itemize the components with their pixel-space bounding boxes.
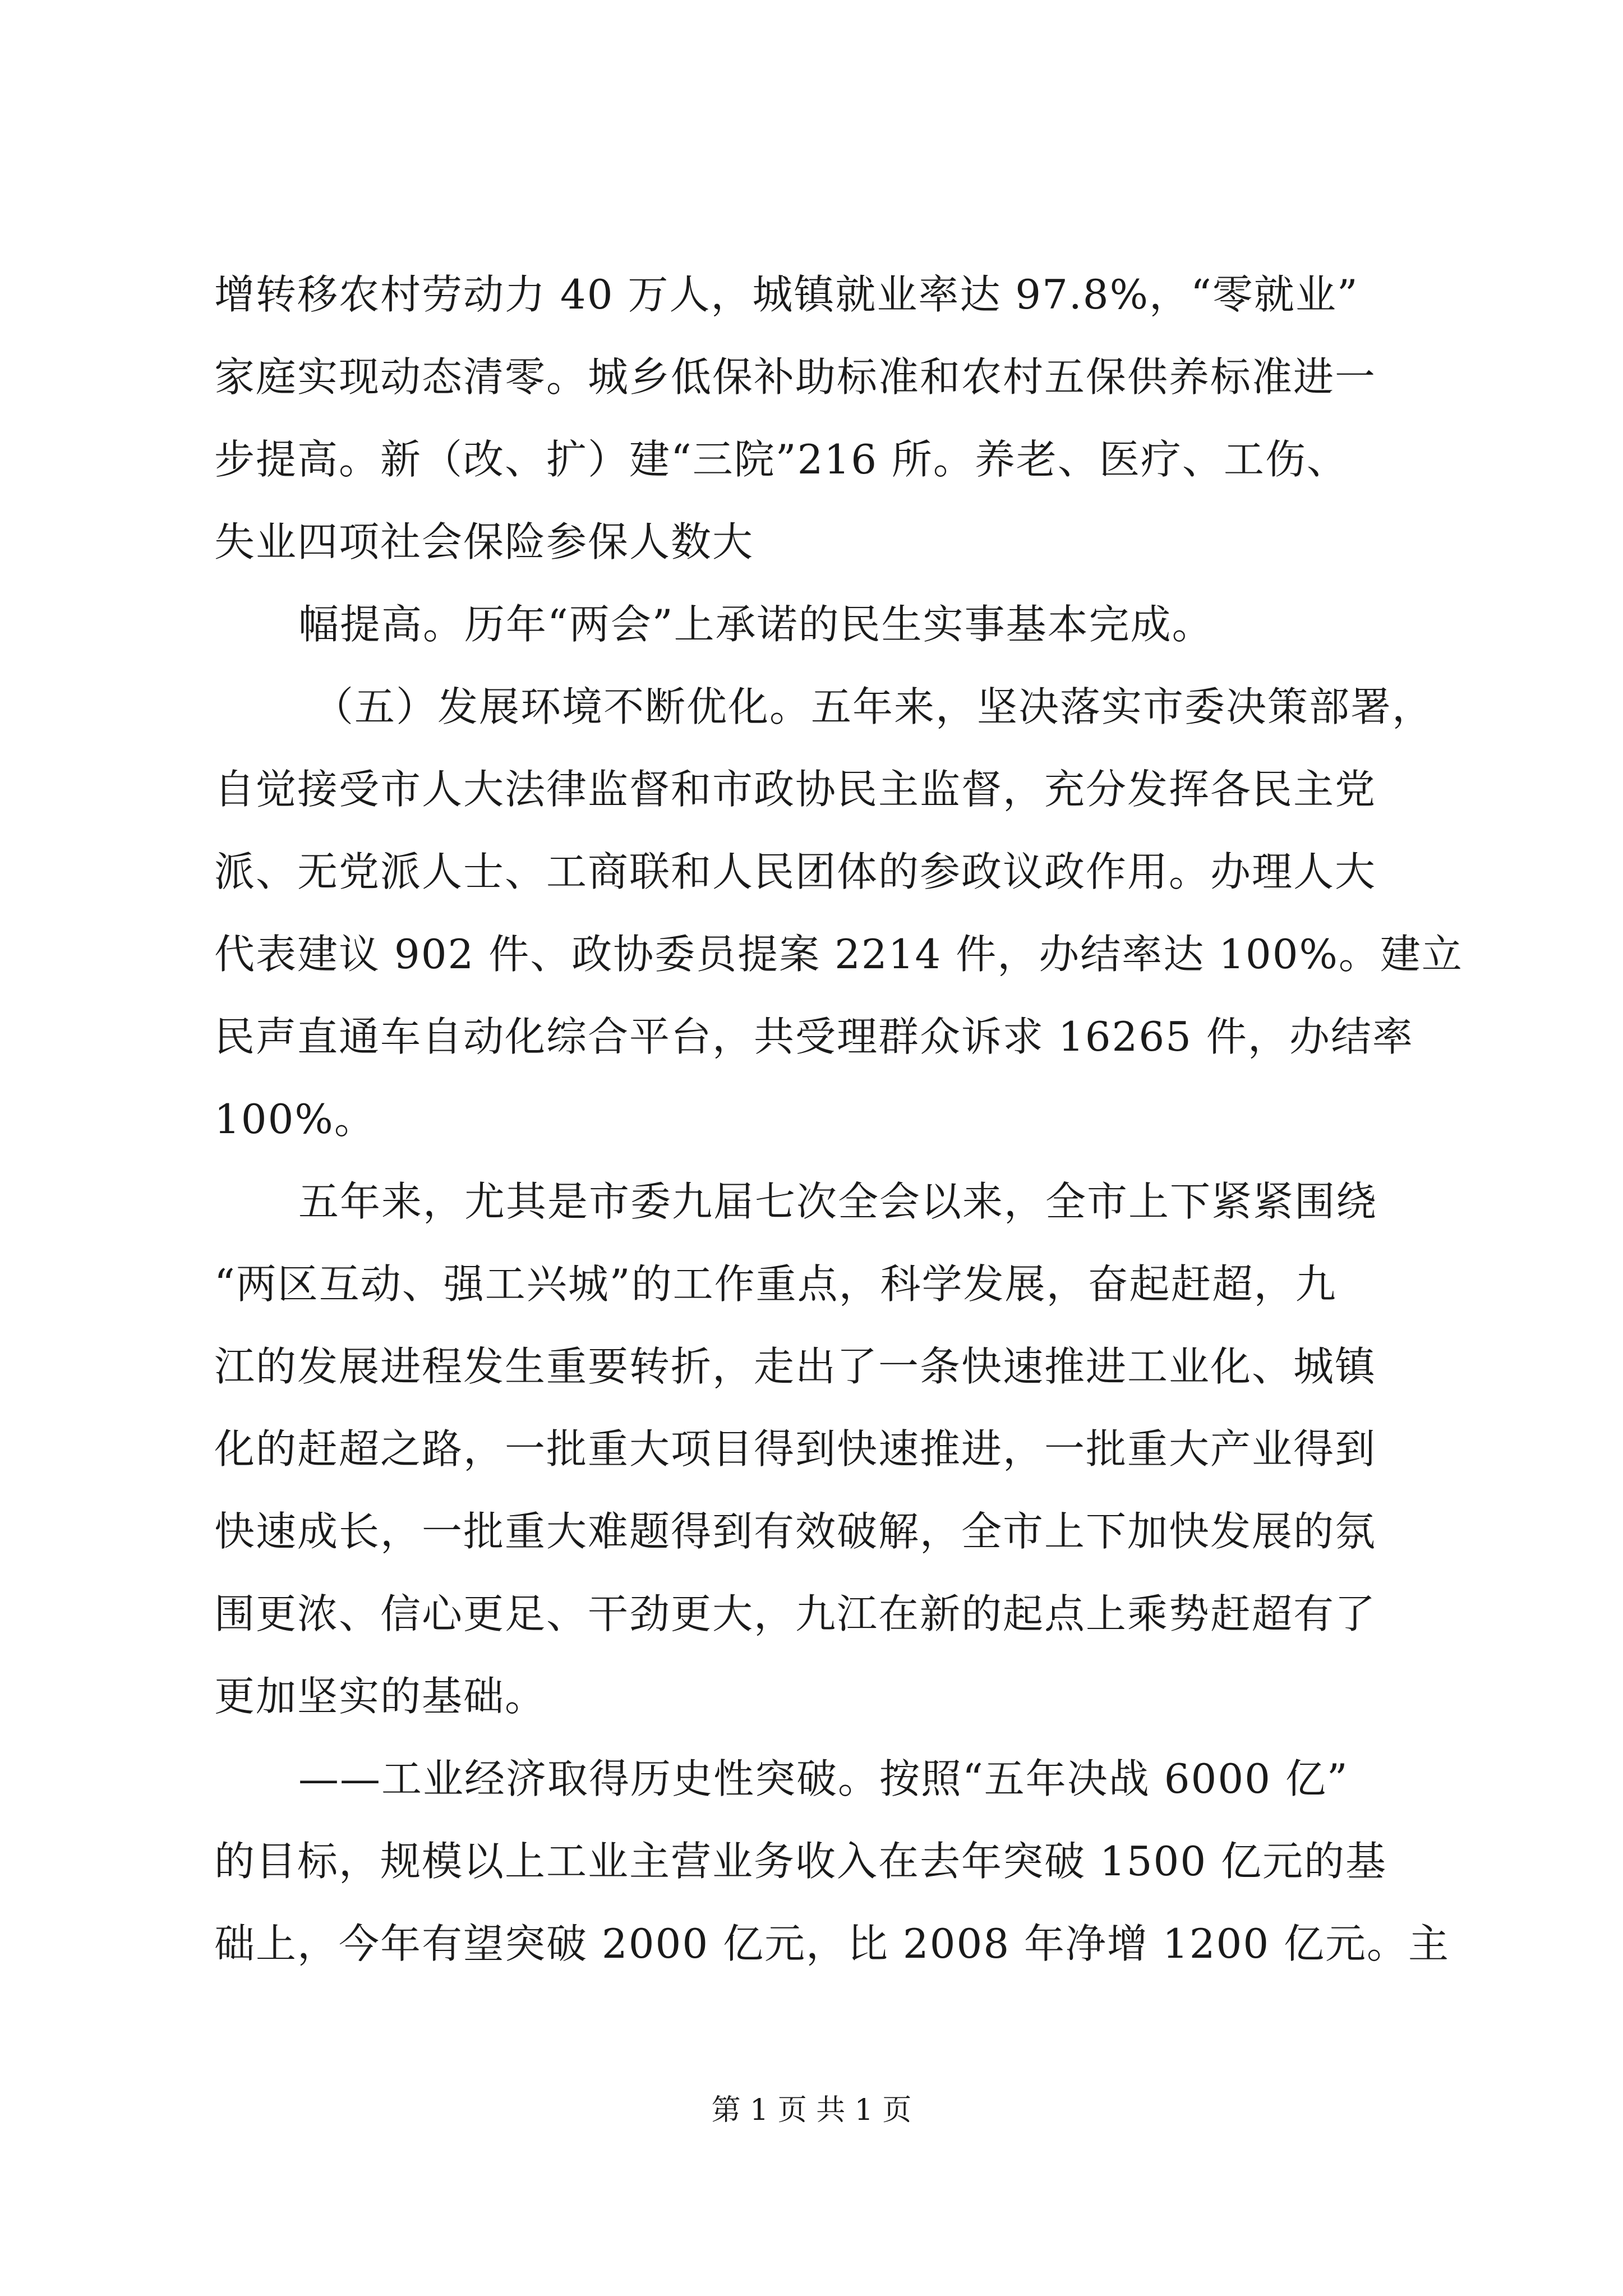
text-line: 础上，今年有望突破 2000 亿元，比 2008 年净增 1200 亿元。主 <box>214 1920 1450 1967</box>
text-line: 化的赶超之路，一批重大项目得到快速推进，一批重大产业得到 <box>214 1425 1377 1473</box>
text-line: 更加坚实的基础。 <box>214 1673 547 1720</box>
text-line: 民声直通车自动化综合平台，共受理群众诉求 16265 件，办结率 <box>214 1013 1414 1060</box>
text-line: “两区互动、强工兴城”的工作重点，科学发展，奋起赶超，九 <box>214 1260 1337 1308</box>
page-number-label: 第 1 页 共 1 页 <box>711 2093 912 2127</box>
text-line: 步提高。新（改、扩）建“三院”216 所。养老、医疗、工伤、 <box>214 436 1348 483</box>
section-heading-line: （五）发展环境不断优化。五年来，坚决落实市委决策部署， <box>313 683 1434 730</box>
text-line: 100%。 <box>214 1096 376 1143</box>
page-footer <box>0 2088 1623 2133</box>
text-line: 围更浓、信心更足、干劲更大，九江在新的起点上乘势赶超有了 <box>214 1590 1377 1637</box>
text-line: 自觉接受市人大法律监督和市政协民主监督，充分发挥各民主党 <box>214 766 1377 813</box>
text-line: 失业四项社会保险参保人数大 <box>214 518 754 565</box>
text-line: 江的发展进程发生重要转折，走出了一条快速推进工业化、城镇 <box>214 1343 1377 1390</box>
document-body <box>214 254 1463 1985</box>
text-line: 五年来，尤其是市委九届七次全会以来，全市上下紧紧围绕 <box>298 1178 1378 1225</box>
text-line: 幅提高。历年“两会”上承诺的民生实事基本完成。 <box>298 601 1214 648</box>
text-line: 的目标，规模以上工业主营业务收入在去年突破 1500 亿元的基 <box>214 1838 1387 1885</box>
text-line: 增转移农村劳动力 40 万人，城镇就业率达 97.8%，“零就业” <box>214 271 1359 318</box>
text-line: 快速成长，一批重大难题得到有效破解，全市上下加快发展的氛 <box>214 1508 1377 1555</box>
text-line: ——工业经济取得历史性突破。按照“五年决战 6000 亿” <box>298 1755 1349 1802</box>
text-line: 派、无党派人士、工商联和人民团体的参政议政作用。办理人大 <box>214 848 1377 895</box>
text-line: 家庭实现动态清零。城乡低保补助标准和农村五保供养标准进一 <box>214 353 1377 401</box>
text-line: 代表建议 902 件、政协委员提案 2214 件，办结率达 100%。建立 <box>214 931 1463 978</box>
